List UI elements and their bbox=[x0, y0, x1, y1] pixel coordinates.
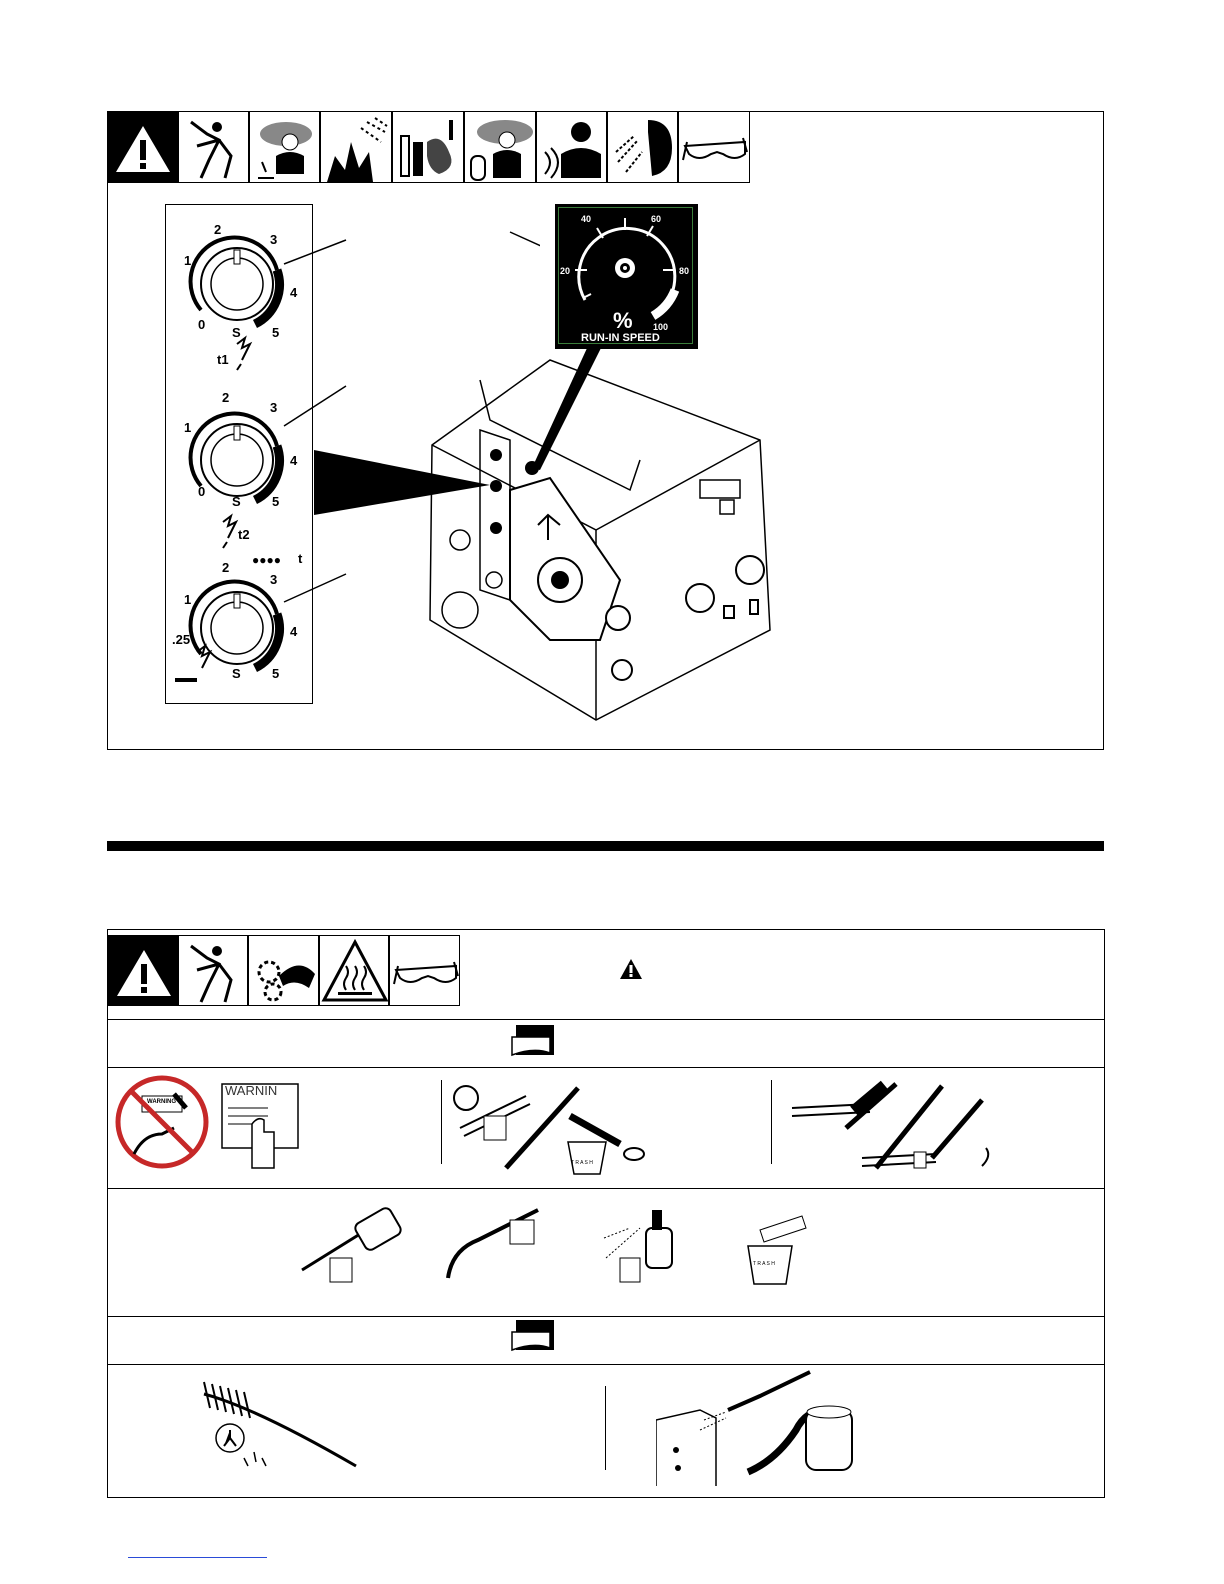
runin-speed-panel bbox=[555, 204, 698, 349]
dial1-label-4: 4 bbox=[290, 285, 298, 300]
dial1-label-3: 3 bbox=[270, 232, 278, 247]
row-divider-4 bbox=[107, 1316, 1105, 1317]
dial3-label-5: 5 bbox=[272, 666, 280, 681]
column-divider bbox=[441, 1080, 442, 1164]
dial2-label-4: 4 bbox=[290, 453, 298, 468]
dial3-label-025: .25 bbox=[172, 632, 191, 647]
dial1-knob[interactable] bbox=[191, 238, 280, 324]
electric-shock-icon bbox=[178, 111, 249, 183]
section-divider bbox=[107, 841, 1104, 851]
arc-rays-icon bbox=[607, 111, 678, 183]
warning-triangle-icon bbox=[108, 935, 178, 1006]
brush-cleaning-icon bbox=[196, 1378, 366, 1478]
dial2-label-2: 2 bbox=[222, 390, 230, 405]
dial1-label-s: S bbox=[232, 325, 241, 340]
column-divider bbox=[605, 1386, 606, 1470]
dial2-label-0: 0 bbox=[198, 484, 206, 499]
row-divider-3 bbox=[107, 1188, 1105, 1189]
hot-surface-icon bbox=[319, 935, 389, 1006]
electric-shock-icon bbox=[178, 935, 248, 1006]
warning-small-icon bbox=[619, 958, 643, 980]
dial2-label-1: 1 bbox=[184, 420, 192, 435]
tape-and-cable-icon bbox=[450, 1078, 650, 1178]
dial1-label-1: 1 bbox=[184, 253, 192, 268]
discard-trash-icon bbox=[740, 1210, 810, 1290]
gun-liner-icon bbox=[438, 1200, 548, 1284]
anti-spatter-spray-icon bbox=[600, 1198, 690, 1288]
dial2-label-3: 3 bbox=[270, 400, 278, 415]
dial3-label-1: 1 bbox=[184, 592, 192, 607]
runin-tick-20: 20 bbox=[560, 266, 571, 276]
wire-feeder-illustration bbox=[300, 340, 800, 740]
dial2-label-s: S bbox=[232, 494, 241, 509]
no-paint-label-icon bbox=[114, 1074, 210, 1170]
warning-triangle-icon bbox=[107, 111, 178, 183]
cylinder-gas-icon bbox=[464, 111, 536, 183]
trash-label-2: T R A S H bbox=[753, 1261, 775, 1267]
runin-tick-40: 40 bbox=[581, 214, 592, 224]
row-divider-1 bbox=[107, 1019, 1105, 1020]
note-icon bbox=[510, 1023, 556, 1059]
dial1-label-2: 2 bbox=[214, 222, 222, 237]
gun-nozzle-icon bbox=[296, 1200, 406, 1284]
runin-tick-100: 100 bbox=[653, 322, 669, 332]
fumes-icon bbox=[249, 111, 320, 183]
note-icon bbox=[510, 1318, 556, 1354]
blow-and-vacuum-icon bbox=[656, 1370, 866, 1486]
dial3-dots: ●●●● bbox=[252, 553, 281, 567]
moving-parts-icon bbox=[248, 935, 319, 1006]
dial1-symbol: t1 bbox=[217, 352, 229, 367]
runin-title: RUN-IN SPEED bbox=[581, 332, 660, 344]
dial3-label-s: S bbox=[232, 666, 241, 681]
wire-brush-and-wrench-icon bbox=[786, 1078, 1006, 1178]
fire-hazard-icon bbox=[392, 111, 464, 183]
dial1-label-5: 5 bbox=[272, 325, 280, 340]
warnin-label-text: WARNIN bbox=[225, 1083, 278, 1098]
dial3-label-3: 3 bbox=[270, 572, 278, 587]
footer-link-underline[interactable] bbox=[128, 1557, 267, 1558]
safety-glasses-icon bbox=[678, 111, 750, 183]
row-divider-5 bbox=[107, 1364, 1105, 1365]
dial2-label-5: 5 bbox=[272, 494, 280, 509]
column-divider bbox=[771, 1080, 772, 1164]
runin-tick-60: 60 bbox=[651, 214, 662, 224]
noise-icon bbox=[536, 111, 607, 183]
dial2-symbol: t2 bbox=[238, 527, 250, 542]
runin-tick-80: 80 bbox=[679, 266, 690, 276]
warning-mini-label: WARNING bbox=[147, 1099, 176, 1105]
row-divider-2 bbox=[107, 1067, 1105, 1068]
trash-label-1: T R A S H bbox=[571, 1160, 593, 1166]
dial3-label-4: 4 bbox=[290, 624, 298, 639]
dial3-label-2: 2 bbox=[222, 560, 230, 575]
dial1-label-0: 0 bbox=[198, 317, 206, 332]
dial3-symbol: t bbox=[298, 551, 303, 566]
explosion-sparks-icon bbox=[320, 111, 392, 183]
safety-glasses-icon bbox=[389, 935, 460, 1006]
runin-percent: % bbox=[613, 308, 633, 333]
